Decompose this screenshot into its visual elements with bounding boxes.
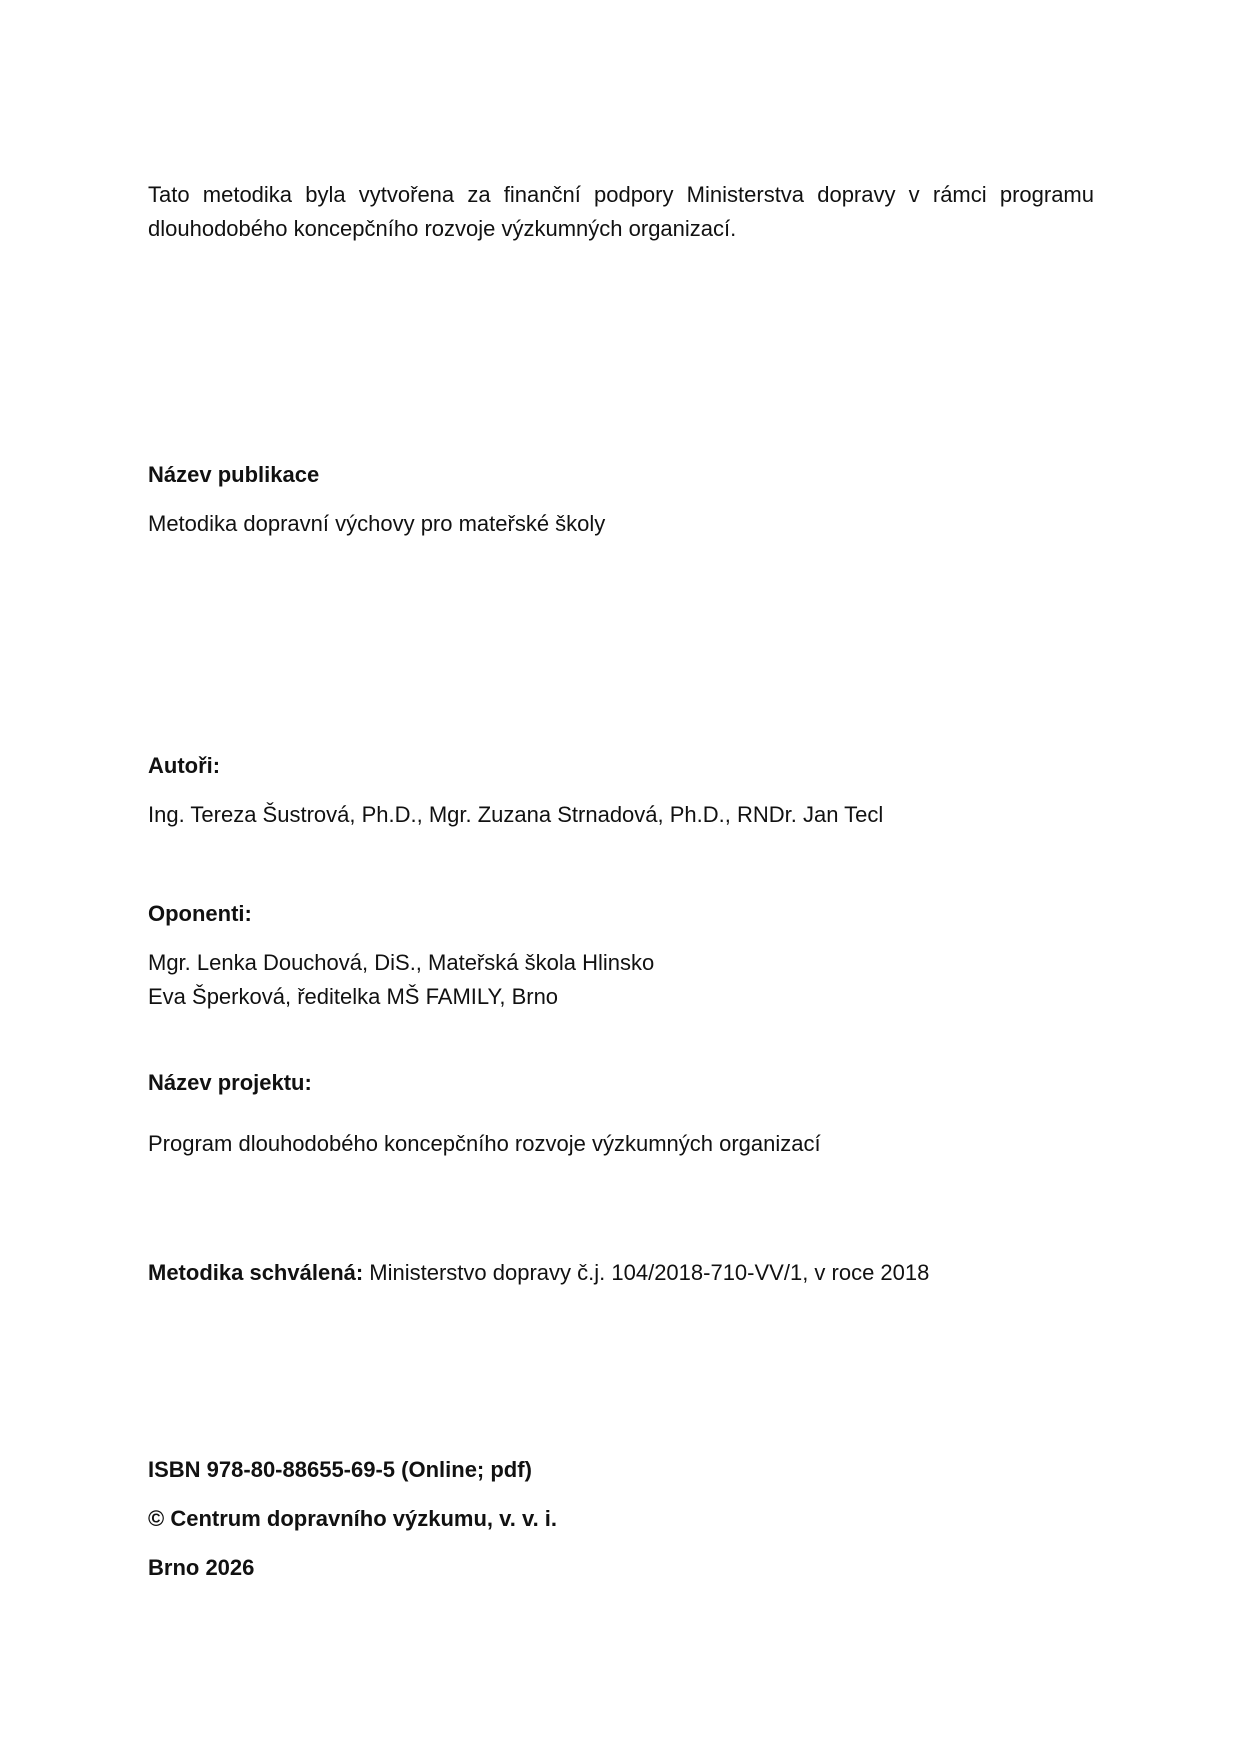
place-year: Brno 2026 (148, 1555, 255, 1580)
opponents-list (148, 946, 1094, 1014)
approval-label: Metodika schválená: (148, 1260, 364, 1285)
intro-paragraph: Tato metodika byla vytvořena za finanční podpory Ministerstva dopravy v rámci programu dlouhodobého koncepčního rozvoje výzkumných organizací. (148, 182, 1094, 241)
publication-label: Název publikace (148, 462, 320, 487)
opponent-item: Eva Šperková, ředitelka MŠ FAMILY, Brno (148, 984, 559, 1009)
approval-line (148, 1256, 1094, 1290)
copyright: © Centrum dopravního výzkumu, v. v. i. (148, 1506, 558, 1531)
isbn: ISBN 978-80-88655-69-5 (Online; pdf) (148, 1457, 532, 1482)
opponent-item: Mgr. Lenka Douchová, DiS., Mateřská škola Hlinsko (148, 950, 655, 975)
project-name: Program dlouhodobého koncepčního rozvoje výzkumných organizací (148, 1131, 821, 1156)
opponents-label: Oponenti: (148, 901, 252, 926)
publication-title: Metodika dopravní výchovy pro mateřské školy (148, 511, 606, 536)
approval-value: Ministerstvo dopravy č.j. 104/2018-710-VV/1, v roce 2018 (363, 1260, 930, 1285)
authors-label: Autoři: (148, 753, 221, 778)
project-label: Název projektu: (148, 1070, 312, 1095)
authors-list: Ing. Tereza Šustrová, Ph.D., Mgr. Zuzana Strnadová, Ph.D., RNDr. Jan Tecl (148, 802, 884, 827)
